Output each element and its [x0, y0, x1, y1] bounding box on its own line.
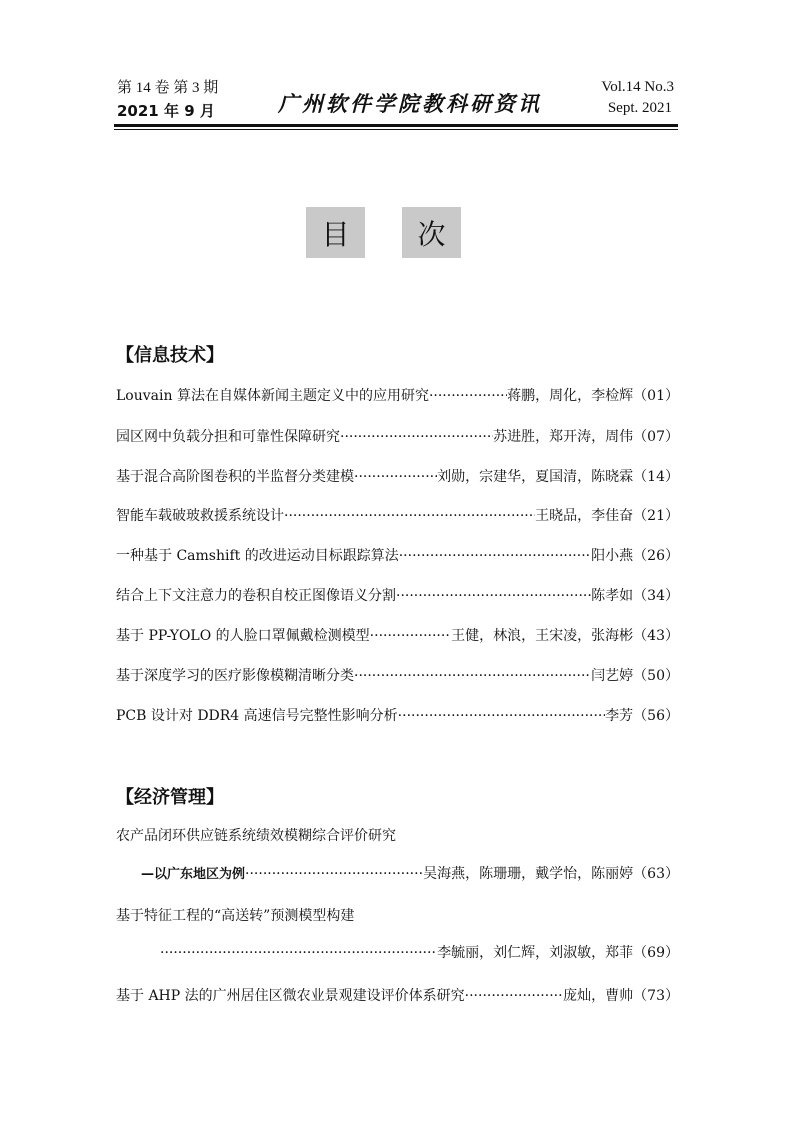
toc-entry[interactable]: [116, 985, 679, 1007]
entry-page: （07）: [633, 429, 679, 445]
entry-authors: 阳小燕: [591, 548, 634, 564]
toc-entry[interactable]: [141, 863, 679, 885]
date-cn: 2021 年 9 月: [117, 102, 215, 120]
entry-authors: 陈孝如: [591, 588, 634, 604]
entry-title[interactable]: 农产品闭环供应链系统绩效模糊综合评价研究: [116, 828, 396, 844]
journal-title: 广州软件学院教科研资讯: [278, 91, 542, 116]
dot-leader: [160, 945, 437, 961]
volume-issue-en: Vol.14 No.3: [601, 79, 674, 95]
entry-authors: 庞灿，曹帅: [563, 988, 634, 1004]
entry-authors: 李芳: [605, 708, 634, 724]
header-rule-thin: [114, 129, 678, 130]
toc-entry[interactable]: [116, 585, 679, 607]
entry-page: （63）: [633, 866, 679, 882]
dot-leader: [399, 548, 591, 564]
entry-title: 基于 PP-YOLO 的人脸口罩佩戴检测模型: [116, 628, 370, 644]
dot-leader: [354, 469, 437, 485]
toc-entry[interactable]: [116, 665, 679, 687]
section-heading-econ: 【经济管理】: [116, 787, 224, 808]
dot-leader: [370, 628, 452, 644]
entry-authors: 王健，林浪，王宋凌，张海彬: [451, 628, 634, 644]
entry-title: Louvain 算法在自媒体新闻主题定义中的应用研究: [116, 388, 429, 404]
entry-title: 园区网中负载分担和可靠性保障研究: [116, 429, 340, 445]
entry-page: （01）: [633, 388, 679, 404]
entry-title: 一种基于 Camshift 的改进运动目标跟踪算法: [116, 548, 399, 564]
dot-leader: [284, 508, 535, 524]
entry-authors: 闫艺婷: [591, 668, 634, 684]
entry-authors: 李毓丽，刘仁辉，刘淑敏，郑菲: [437, 945, 634, 961]
entry-authors: 苏进胜，郑开涛，周伟: [493, 429, 634, 445]
entry-page: （34）: [633, 588, 679, 604]
entry-page: （73）: [633, 988, 679, 1004]
dot-leader: [396, 588, 591, 604]
entry-authors: 刘勋，宗建华，夏国清，陈晓霖: [437, 469, 634, 485]
entry-title: 基于混合高阶图卷积的半监督分类建模: [116, 469, 354, 485]
entry-title: 结合上下文注意力的卷积自校正图像语义分割: [116, 588, 396, 604]
entry-title: 基于深度学习的医疗影像模糊清晰分类: [116, 668, 354, 684]
dot-leader: [340, 429, 493, 445]
entry-authors: 王晓品，李佳奋: [535, 508, 634, 524]
entry-authors: 吴海燕，陈珊珊，戴学怡，陈丽婷: [423, 866, 634, 882]
entry-page: （26）: [633, 548, 679, 564]
header-rule-thick: [114, 124, 678, 127]
entry-page: （50）: [633, 668, 679, 684]
toc-entry[interactable]: [116, 466, 679, 488]
date-en: Sept. 2021: [607, 100, 672, 116]
entry-authors: 蒋鹏，周化，李检辉: [507, 388, 634, 404]
entry-page: （56）: [633, 708, 679, 724]
entry-page: （14）: [633, 469, 679, 485]
toc-entry[interactable]: [116, 625, 679, 647]
dot-leader: [398, 708, 606, 724]
toc-entry[interactable]: [116, 545, 679, 567]
dot-leader: [354, 668, 591, 684]
entry-subtitle: —以广东地区为例: [141, 867, 246, 882]
toc-entry[interactable]: [160, 942, 679, 964]
section-heading-it: 【信息技术】: [116, 345, 224, 366]
entry-title: 智能车载破玻救援系统设计: [116, 508, 284, 524]
entry-title: 基于 AHP 法的广州居住区微农业景观建设评价体系研究: [116, 988, 465, 1004]
dot-leader: [429, 388, 507, 404]
entry-title[interactable]: 基于特征工程的“高送转”预测模型构建: [116, 908, 355, 924]
toc-title-char-2: 次: [402, 207, 461, 258]
toc-entry[interactable]: [116, 385, 679, 407]
entry-title: PCB 设计对 DDR4 高速信号完整性影响分析: [116, 708, 398, 724]
toc-title-char-1: 目: [306, 207, 365, 258]
entry-page: （21）: [633, 508, 679, 524]
toc-entry[interactable]: [116, 426, 679, 448]
volume-issue-cn: 第 14 卷 第 3 期: [117, 80, 219, 96]
toc-entry[interactable]: [116, 505, 679, 527]
toc-entry[interactable]: [116, 705, 679, 727]
dot-leader: [465, 988, 564, 1004]
entry-page: （69）: [633, 945, 679, 961]
dot-leader: [245, 866, 423, 882]
entry-page: （43）: [633, 628, 679, 644]
